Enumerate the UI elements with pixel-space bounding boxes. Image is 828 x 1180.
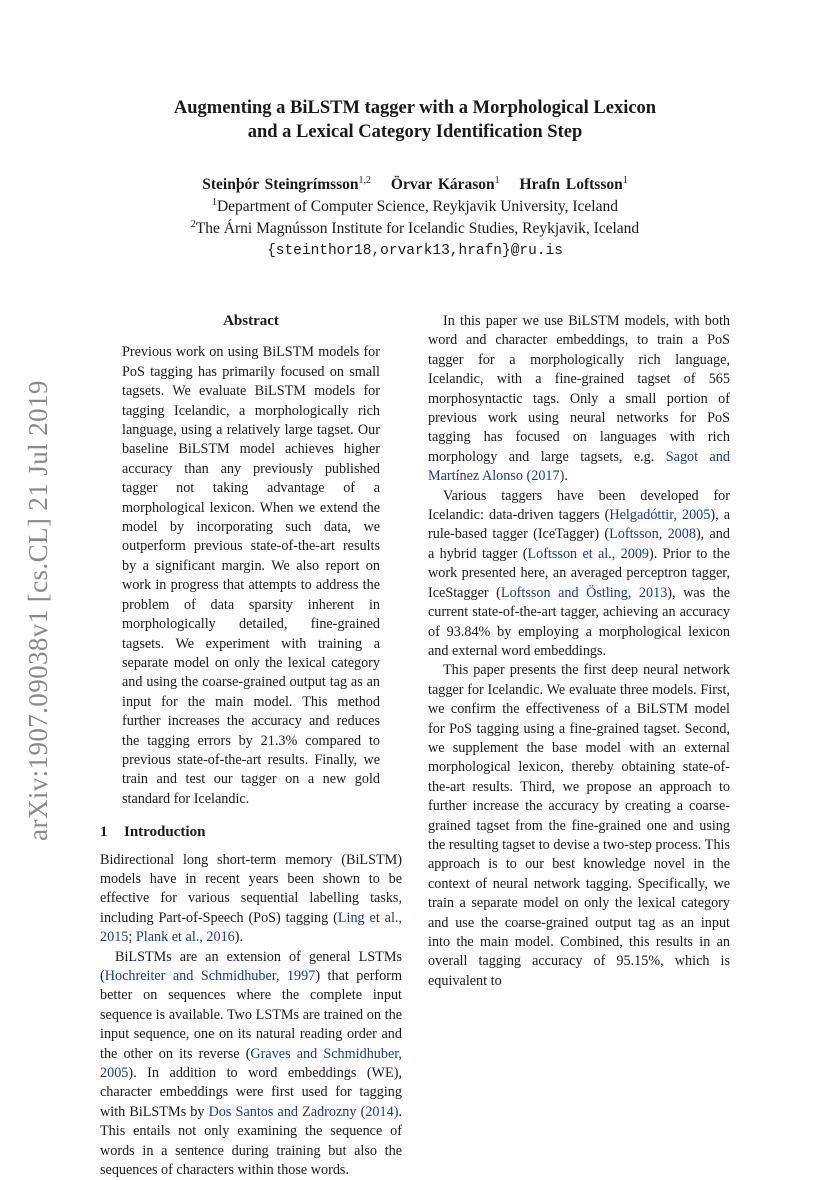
text-run: ). In addition to word embeddings (WE), character embeddings were first used for tagging with BiLSTMs by	[100, 1065, 402, 1120]
citation-link[interactable]: Loftsson, 2008	[609, 526, 696, 543]
affiliation-1-text: Department of Computer Science, Reykjavik University, Iceland	[216, 198, 618, 215]
citation-link[interactable]: Ling et al., 2015	[100, 909, 402, 946]
text-run: ), a rule-based tagger (IceTagger) (	[428, 507, 730, 543]
intro-paragraph-4	[428, 487, 730, 662]
citation-link[interactable]: Loftsson and Östling, 2013	[500, 584, 668, 601]
affiliation-1	[100, 196, 730, 218]
arxiv-stamp-text: arXiv:1907.09038v1 [cs.CL] 21 Jul 2019	[22, 379, 53, 841]
citation-link[interactable]: Dos Santos and Zadrozny (2014)	[208, 1103, 399, 1120]
text-run: ), and a hybrid tagger (	[428, 526, 730, 562]
text-run: ;	[128, 929, 136, 946]
text-run: Various taggers have been developed for Icelandic: data-driven taggers (	[428, 487, 730, 524]
author-2-affil: 1	[494, 175, 500, 186]
text-run: BiLSTMs are an extension of general LSTMs (	[100, 948, 402, 984]
section-heading-introduction	[100, 823, 402, 842]
author-1-affil: 1,2	[358, 175, 372, 186]
author-3-affil: 1	[622, 175, 628, 186]
citation-link[interactable]: Hochreiter and Schmidhuber, 1997	[104, 968, 316, 984]
affiliation-2-text: The Árni Magnússon Institute for Icelandic Studies, Reykjavik, Iceland	[195, 220, 640, 237]
affiliation-1-mark: 1	[211, 197, 217, 208]
intro-paragraph-2	[100, 948, 402, 1180]
affiliation-2	[100, 218, 730, 240]
author-block	[100, 174, 730, 262]
text-run: This paper presents the first deep neural network tagger for Icelandic. We evaluate three models. First, we confirm the effectiveness of a BiLSTM model for PoS tagging using a fine-grained tagset. Second, we supplement the base model with an external morphological lexicon, thereby obtaining state-of-the-art results. Third, we propose an approach to further increase the accuracy by creating a coarse-grained tagset from the fine-grained one and using the resulting tagset to devise a two-step process. This approach is to our best knowledge novel in the context of neural network tagging. Specifically, we train a separate model on only the lexical category and use the coarse-grained output tag as an input into the main model. Combined, this results in an overall tagging accuracy of 95.15%, which is equivalent to	[428, 662, 730, 989]
author-names	[100, 174, 730, 196]
arxiv-stamp	[8, 370, 68, 850]
citation-link[interactable]: Graves and Schmidhuber, 2005	[100, 1045, 402, 1082]
title-line-1: Augmenting a BiLSTM tagger with a Morphological Lexicon	[173, 98, 657, 118]
text-run: . This entails not only examining the sequence of words in a sentence during training but also the sequences of characters within those words.	[100, 1103, 402, 1179]
text-run: ) that perform better on sequences where the complete input sequence is available. Two LSTMs are trained on the input sequence, one on its natural reading order and the other on its reverse (	[100, 968, 402, 1062]
intro-paragraph-3	[428, 312, 730, 487]
text-run: ).	[234, 929, 244, 946]
abstract-heading: Abstract	[223, 313, 279, 329]
author-1: Steinþór Steingrímsson	[202, 176, 359, 193]
section-title: Introduction	[124, 824, 206, 841]
author-emails: {steinthor18,orvark13,hrafn}@ru.is	[267, 243, 563, 259]
citation-link[interactable]: Loftsson et al., 2009	[527, 545, 650, 562]
citation-link[interactable]: Helgadóttir, 2005	[609, 507, 711, 524]
intro-paragraph-1	[100, 851, 402, 948]
title-line-2: and a Lexical Category Identification Step	[247, 122, 583, 142]
author-2: Örvar Kárason	[390, 176, 495, 193]
section-number: 1	[100, 824, 108, 841]
text-run: In this paper we use BiLSTM models, with both word and character embeddings, to train a PoS tagger for a morphologically rich language, Icelandic, with a fine-grained tagset of 565 morphosyntactic tags. Only a small portion of previous work using neural networks for PoS tagging has focused on languages with rich morphology and large tagsets, e.g.	[428, 313, 730, 465]
right-column	[428, 312, 730, 991]
intro-paragraph-5	[428, 661, 730, 991]
left-column	[100, 312, 402, 1180]
abstract-text: Previous work on using BiLSTM models for PoS tagging has primarily focused on small tagsets. We evaluate BiLSTM models for tagging Icelandic, a morphologically rich language, using a relatively large tagset. Our baseline BiLSTM model achieves higher accuracy than any previously published tagger not taking advantage of a morphological lexicon. When we extend the model by incorporating such data, we outperform previous state-of-the-art results by a significant margin. We also report on work in progress that attempts to address the problem of data sparsity inherent in morphologically detailed, fine-grained tagsets. We experiment with training a separate model on only the lexical category and using the coarse-grained output tag as an input for the main model. This method further increases the accuracy and reduces the tagging errors by 21.3% compared to previous state-of-the-art results. Finally, we train and test our tagger on a new gold standard for Icelandic.	[122, 344, 380, 807]
citation-link[interactable]: Sagot and Martínez Alonso (2017)	[428, 448, 730, 485]
text-run: ), was the current state-of-the-art tagger, achieving an accuracy of 93.84% by employing a morphological lexicon and external word embeddings.	[428, 584, 730, 659]
text-run: ). Prior to the work presented here, an averaged perceptron tagger, IceStagger (	[428, 545, 730, 601]
affiliation-2-mark: 2	[190, 219, 196, 230]
paper-title	[100, 96, 730, 144]
text-run: .	[564, 468, 568, 485]
citation-link[interactable]: Plank et al., 2016	[135, 929, 235, 946]
author-3: Hrafn Loftsson	[519, 176, 623, 193]
text-run: Bidirectional long short-term memory (BiLSTM) models have in recent years been shown to be effective for various sequential labelling tasks, including Part-of-Speech (PoS) tagging (	[100, 851, 402, 926]
